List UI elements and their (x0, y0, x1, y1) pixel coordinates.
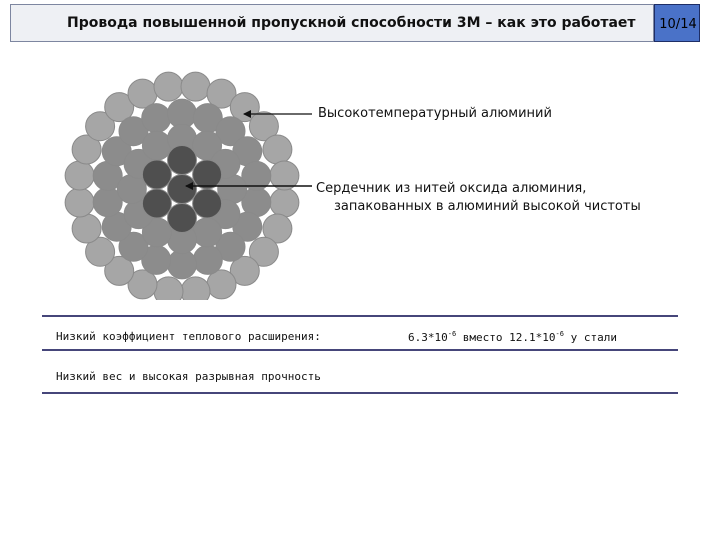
outer-aluminum-strand (181, 72, 210, 101)
core-strand (193, 189, 222, 218)
core-label-line-2: запакованных в алюминий высокой чистоты (334, 199, 641, 214)
core-strand (193, 160, 222, 189)
outer-aluminum-strand (270, 188, 299, 217)
steel-suffix: у стали (563, 331, 617, 344)
page-title: Провода повышенной пропускной способности 3М – как это работает (67, 15, 636, 31)
core-strand (168, 204, 197, 233)
outer-aluminum-strand (263, 135, 292, 164)
expansion-value (408, 330, 617, 344)
outer-aluminum-strand (154, 72, 183, 101)
core-strand (142, 189, 171, 218)
inner-aluminum-strand (142, 131, 171, 160)
top-divider (42, 315, 678, 317)
core-strand (168, 175, 197, 204)
outer-aluminum-strand (72, 214, 101, 243)
core-coefficient: 6.3*10 (408, 331, 448, 344)
outer-aluminum-strand (65, 161, 94, 190)
bottom-divider (42, 392, 678, 394)
outer-aluminum-strand (181, 277, 210, 300)
steel-exponent: -6 (555, 330, 564, 338)
middle-divider (42, 349, 678, 351)
page-number: 10/14 (659, 17, 697, 32)
strength-label: Низкий вес и высокая разрывная прочность (56, 370, 321, 383)
inner-aluminum-strand (193, 245, 222, 274)
core-strand (168, 146, 197, 175)
inner-aluminum-strand (168, 250, 197, 279)
outer-aluminum-strand (65, 188, 94, 217)
expansion-label: Низкий коэффициент теплового расширения: (56, 330, 321, 343)
outer-aluminum-strand (154, 277, 183, 300)
comparison-text: вместо 12.1*10 (456, 331, 556, 344)
core-label-line-1: Сердечник из нитей оксида алюминия, (316, 181, 587, 196)
inner-aluminum-strand (168, 99, 197, 128)
inner-aluminum-strand (117, 175, 146, 204)
core-strand (142, 160, 171, 189)
inner-aluminum-strand (193, 218, 222, 247)
inner-aluminum-strand (218, 175, 247, 204)
core-exponent: -6 (447, 330, 457, 338)
aluminum-label: Высокотемпературный алюминий (318, 106, 552, 121)
inner-aluminum-strand (142, 104, 171, 133)
